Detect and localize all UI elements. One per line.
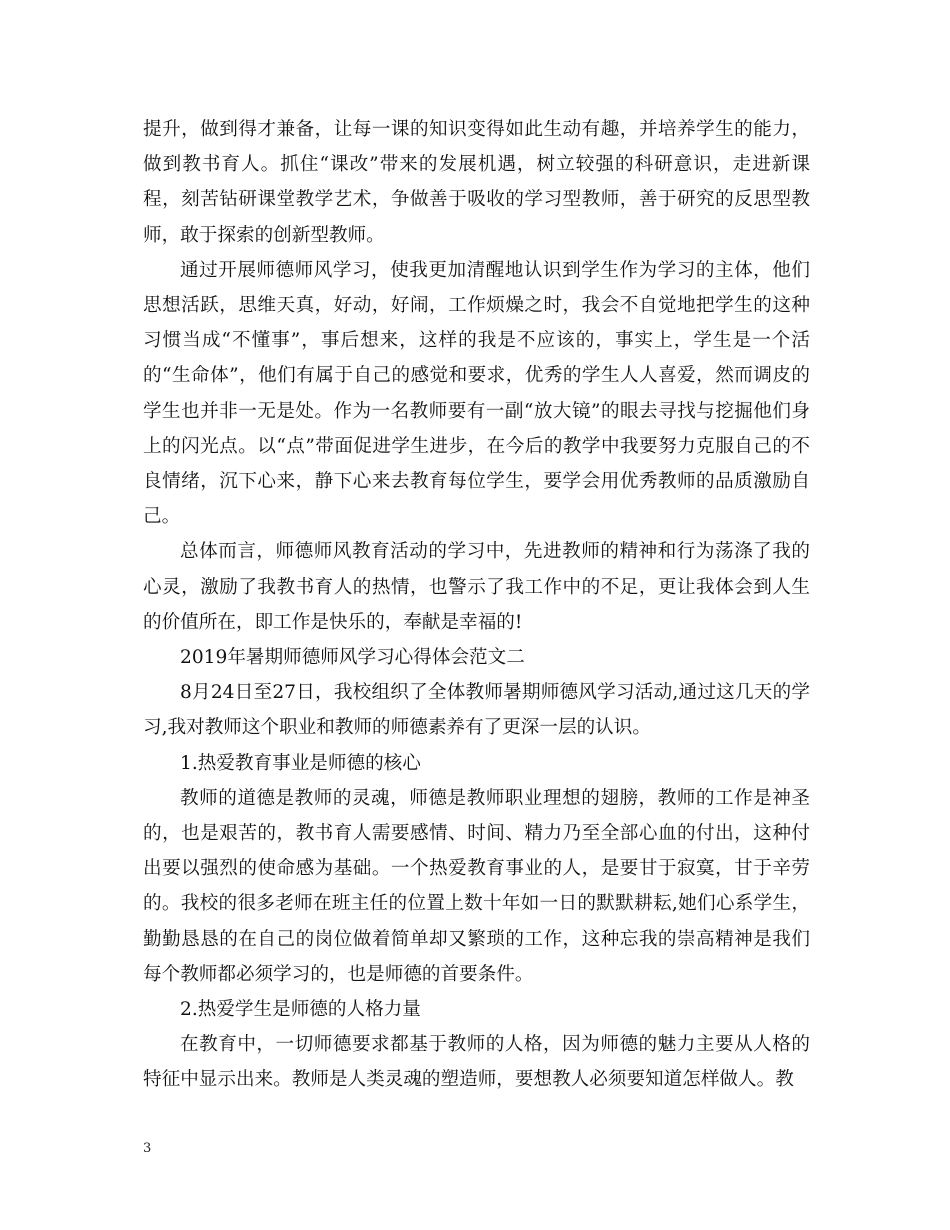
- subheading-2: 2.热爱学生是师德的人格力量: [180, 999, 421, 1021]
- subheading-1: 1.热爱教育事业是师德的核心: [180, 752, 421, 774]
- document-body: [143, 112, 810, 1098]
- paragraph-teaching-morality: 教师的道德是教师的灵魂，师德是教师职业理想的翅膀，教师的工作是神圣的，也是艰苦的，教书育人需要感情、时间、精力乃至全部心血的付出，这种付出要以强烈的使命感为基础。一个热爱教育事业的人，是要甘于寂寞，甘于辛劳的。我校的很多老师在班主任的位置上数十年如一日的默默耕耘,她们心系学生，勤勤恳恳的在自己的岗位做着简单却又繁琐的工作，这种忘我的崇高精神是我们每个教师都必须学习的，也是师德的首要条件。: [143, 787, 810, 985]
- section-title: 2019年暑期师德师风学习心得体会范文二: [180, 647, 525, 669]
- page-number: 3: [143, 1141, 152, 1156]
- paragraph-personality: 在教育中，一切师德要求都基于教师的人格，因为师德的魅力主要从人格的特征中显示出来。教师是人类灵魂的塑造师，要想教人必须要知道怎样做人。教: [143, 1034, 810, 1091]
- paragraph-intro: 8月24日至27日，我校组织了全体教师暑期师德风学习活动,通过这几天的学习,我对教师这个职业和教师的师德素养有了更深一层的认识。: [143, 682, 810, 739]
- paragraph-student-subject: 通过开展师德师风学习，使我更加清醒地认识到学生作为学习的主体，他们思想活跃，思维天真，好动，好闹，工作烦燥之时，我会不自觉地把学生的这种习惯当成“不懂事”，事后想来，这样的我是不应该的，事实上，学生是一个活的“生命体”，他们有属于自己的感觉和要求，优秀的学生人人喜爱，然而调皮的学生也并非一无是处。作为一名教师要有一副“放大镜”的眼去寻找与挖掘他们身上的闪光点。以“点”带面促进学生进步，在今后的教学中我要努力克服自己的不良情绪，沉下心来，静下心来去教育每位学生，要学会用优秀教师的品质激励自己。: [143, 259, 810, 528]
- paragraph-summary: 总体而言，师德师风教育活动的学习中，先进教师的精神和行为荡涤了我的心灵，激励了我教书育人的热情，也警示了我工作中的不足，更让我体会到人生的价值所在，即工作是快乐的，奉献是幸福的!: [143, 541, 810, 633]
- paragraph-continuation: 提升，做到得才兼备，让每一课的知识变得如此生动有趣，并培养学生的能力，做到教书育人。抓住“课改”带来的发展机遇，树立较强的科研意识，走进新课程，刻苦钻研课堂教学艺术，争做善于吸收的学习型教师，善于研究的反思型教师，敢于探索的创新型教师。: [143, 119, 810, 246]
